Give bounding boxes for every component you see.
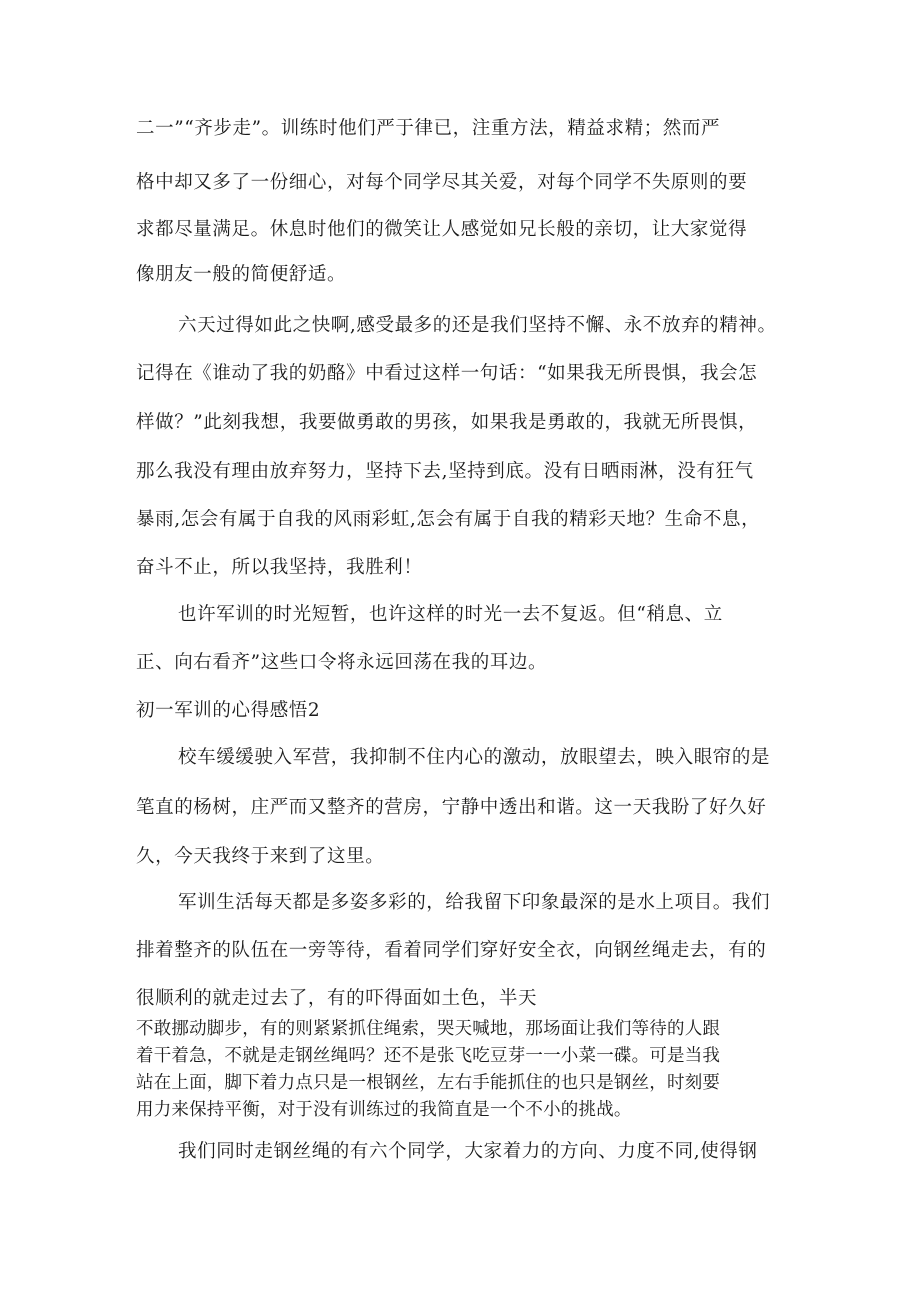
text-line: 正、向右看齐”这些口令将永远回荡在我的耳边。 [136,652,548,673]
text-line: 六天过得如此之快啊,感受最多的还是我们坚持不懈、永不放弃的精神。 [178,315,777,336]
text-line: 我们同时走钢丝绳的有六个同学，大家着力的方向、力度不同,使得钢 [178,1141,758,1162]
text-line: 求都尽量满足。休息时他们的微笑让人感觉如兄长般的亲切，让大家觉得 [136,219,748,240]
text-line: 格中却又多了一份细心，对每个同学尽其关爱，对每个同学不失原则的要 [136,172,748,193]
text-line: 那么我没有理由放弃努力，坚持下去,坚持到底。没有日晒雨淋，没有狂气 [136,461,754,482]
section-heading: 初一军训的心得感悟2 [136,700,321,721]
text-line: 军训生活每天都是多姿多彩的，给我留下印象最深的是水上项目。我们 [178,892,771,913]
text-line: 也许军训的时光短暂，也许这样的时光一去不复返。但“稍息、立 [178,604,723,625]
text-line: 排着整齐的队伍在一旁等待，看着同学们穿好安全衣，向钢丝绳走去，有的 [136,940,767,961]
text-line: 暴雨,怎会有属于自我的风雨彩虹,怎会有属于自我的精彩天地？生命不息， [136,509,761,530]
text-line: 久，今天我终于来到了这里。 [136,846,385,867]
text-line: 不敢挪动脚步，有的则紧紧抓住绳索，哭天喊地，那场面让我们等待的人跟 [136,1019,721,1039]
text-line: 记得在《谁动了我的奶酪》中看过这样一句话：“如果我无所畏惧，我会怎 [136,363,758,384]
text-line: 奋斗不止，所以我坚持，我胜利！ [136,557,423,578]
text-line: 着干着急，不就是走钢丝绳吗？还不是张飞吃豆芽一一小菜一碟。可是当我 [136,1046,721,1066]
text-line: 样做？”此刻我想，我要做勇敢的男孩，如果我是勇敢的，我就无所畏惧， [136,412,758,433]
text-line: 像朋友一般的简便舒适。 [136,264,347,285]
text-line: 校车缓缓驶入军营，我抑制不住内心的激动，放眼望去，映入眼帘的是 [178,747,771,768]
text-line: 很顺利的就走过去了，有的吓得面如土色，半天 [136,988,538,1009]
text-line: 二一”“齐步走”。训练时他们严于律已，注重方法，精益求精；然而严 [136,118,721,139]
text-line: 站在上面，脚下着力点只是一根钢丝，左右手能抓住的也只是钢丝，时刻要 [136,1073,721,1093]
text-line: 笔直的杨树，庄严而又整齐的营房，宁静中透出和谐。这一天我盼了好久好 [136,797,767,818]
text-line: 用力来保持平衡，对于没有训练过的我简直是一个不小的挑战。 [136,1100,632,1120]
